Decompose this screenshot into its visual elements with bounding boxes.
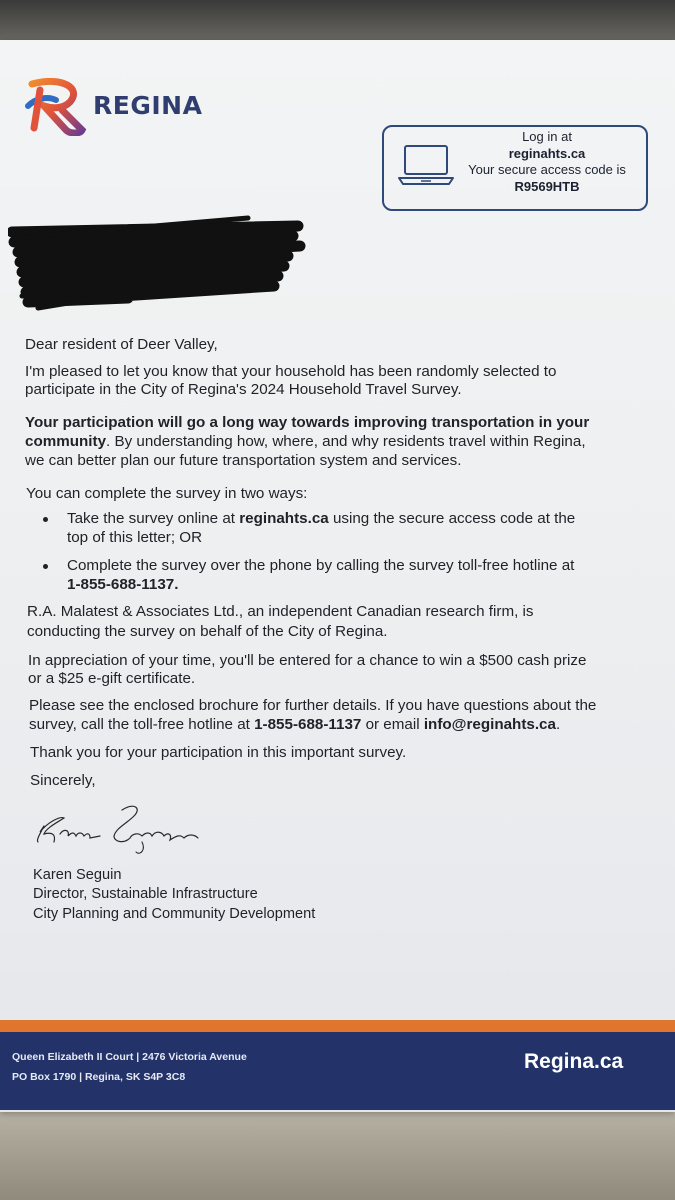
bullet-line: [67, 510, 575, 529]
access-code: R9569HTB: [514, 178, 580, 194]
logo-wordmark: REGINA: [93, 91, 203, 120]
text-span: or email: [361, 716, 424, 733]
background-top: [0, 0, 675, 44]
footer-address-line: Queen Elizabeth II Court | 2476 Victoria Avenue: [12, 1051, 247, 1063]
paragraph-line: You can complete the survey in two ways:: [26, 485, 308, 502]
hotline-number: 1-855-688-1137: [254, 716, 362, 733]
text-span: survey, call the toll-free hotline at: [29, 716, 255, 733]
paragraph-line: we can better plan our future transportation system and services.: [25, 452, 462, 469]
paragraph-line: In appreciation of your time, you'll be entered for a chance to win a $500 cash prize: [28, 652, 587, 669]
closing: Sincerely,: [30, 772, 96, 789]
access-code-label: Your secure access code is: [468, 162, 626, 177]
bold-text: reginahts.ca: [239, 510, 329, 527]
bullet-line: top of this letter; OR: [67, 529, 203, 546]
footer-address-line: PO Box 1790 | Regina, SK S4P 3C8: [12, 1071, 186, 1083]
laptop-icon: [396, 142, 460, 188]
login-instructions: [454, 129, 640, 195]
paragraph-line: participate in the City of Regina's 2024 Household Travel Survey.: [25, 381, 462, 398]
signer-title: Director, Sustainable Infrastructure: [33, 886, 258, 902]
signer-name: Karen Seguin: [33, 867, 122, 883]
paragraph-line: Your participation will go a long way towards improving transportation in your: [25, 414, 590, 431]
background-table: [0, 1105, 675, 1200]
signer-department: City Planning and Community Development: [33, 906, 316, 922]
bullet-icon: [43, 564, 48, 569]
text-span: Take the survey online at: [67, 510, 240, 527]
access-code-box: [382, 125, 648, 211]
hotline-number: 1-855-688-1137.: [67, 576, 179, 593]
bold-text: community: [25, 433, 107, 450]
paragraph-line: [29, 716, 560, 735]
bullet-line: Complete the survey over the phone by calling the survey toll-free hotline at: [67, 557, 575, 574]
paragraph-line: Please see the enclosed brochure for further details. If you have questions about the: [29, 697, 597, 714]
text-span: .: [555, 716, 561, 733]
bullet-icon: [43, 517, 48, 522]
paragraph-line: Thank you for your participation in this important survey.: [30, 744, 407, 761]
handwritten-signature: [30, 798, 210, 858]
paragraph-line: R.A. Malatest & Associates Ltd., an independent Canadian research firm, is: [27, 603, 534, 620]
text-span: using the secure access code at the: [328, 510, 576, 527]
paragraph-line: I'm pleased to let you know that your household has been randomly selected to: [25, 363, 557, 380]
login-line: Log in at: [522, 129, 572, 144]
footer-website: Regina.ca: [524, 1050, 624, 1073]
email-address: info@reginahts.ca: [423, 716, 556, 733]
paragraph-line: [25, 433, 586, 452]
text-span: . By understanding how, where, and why residents travel within Regina,: [106, 433, 586, 450]
login-website: reginahts.ca: [508, 145, 586, 161]
greeting: Dear resident of Deer Valley,: [25, 336, 218, 353]
paragraph-line: conducting the survey on behalf of the City of Regina.: [27, 623, 388, 640]
redacted-address: [8, 212, 308, 316]
footer-accent-stripe: [0, 1020, 675, 1032]
paragraph-line: or a $25 e-gift certificate.: [28, 670, 196, 687]
